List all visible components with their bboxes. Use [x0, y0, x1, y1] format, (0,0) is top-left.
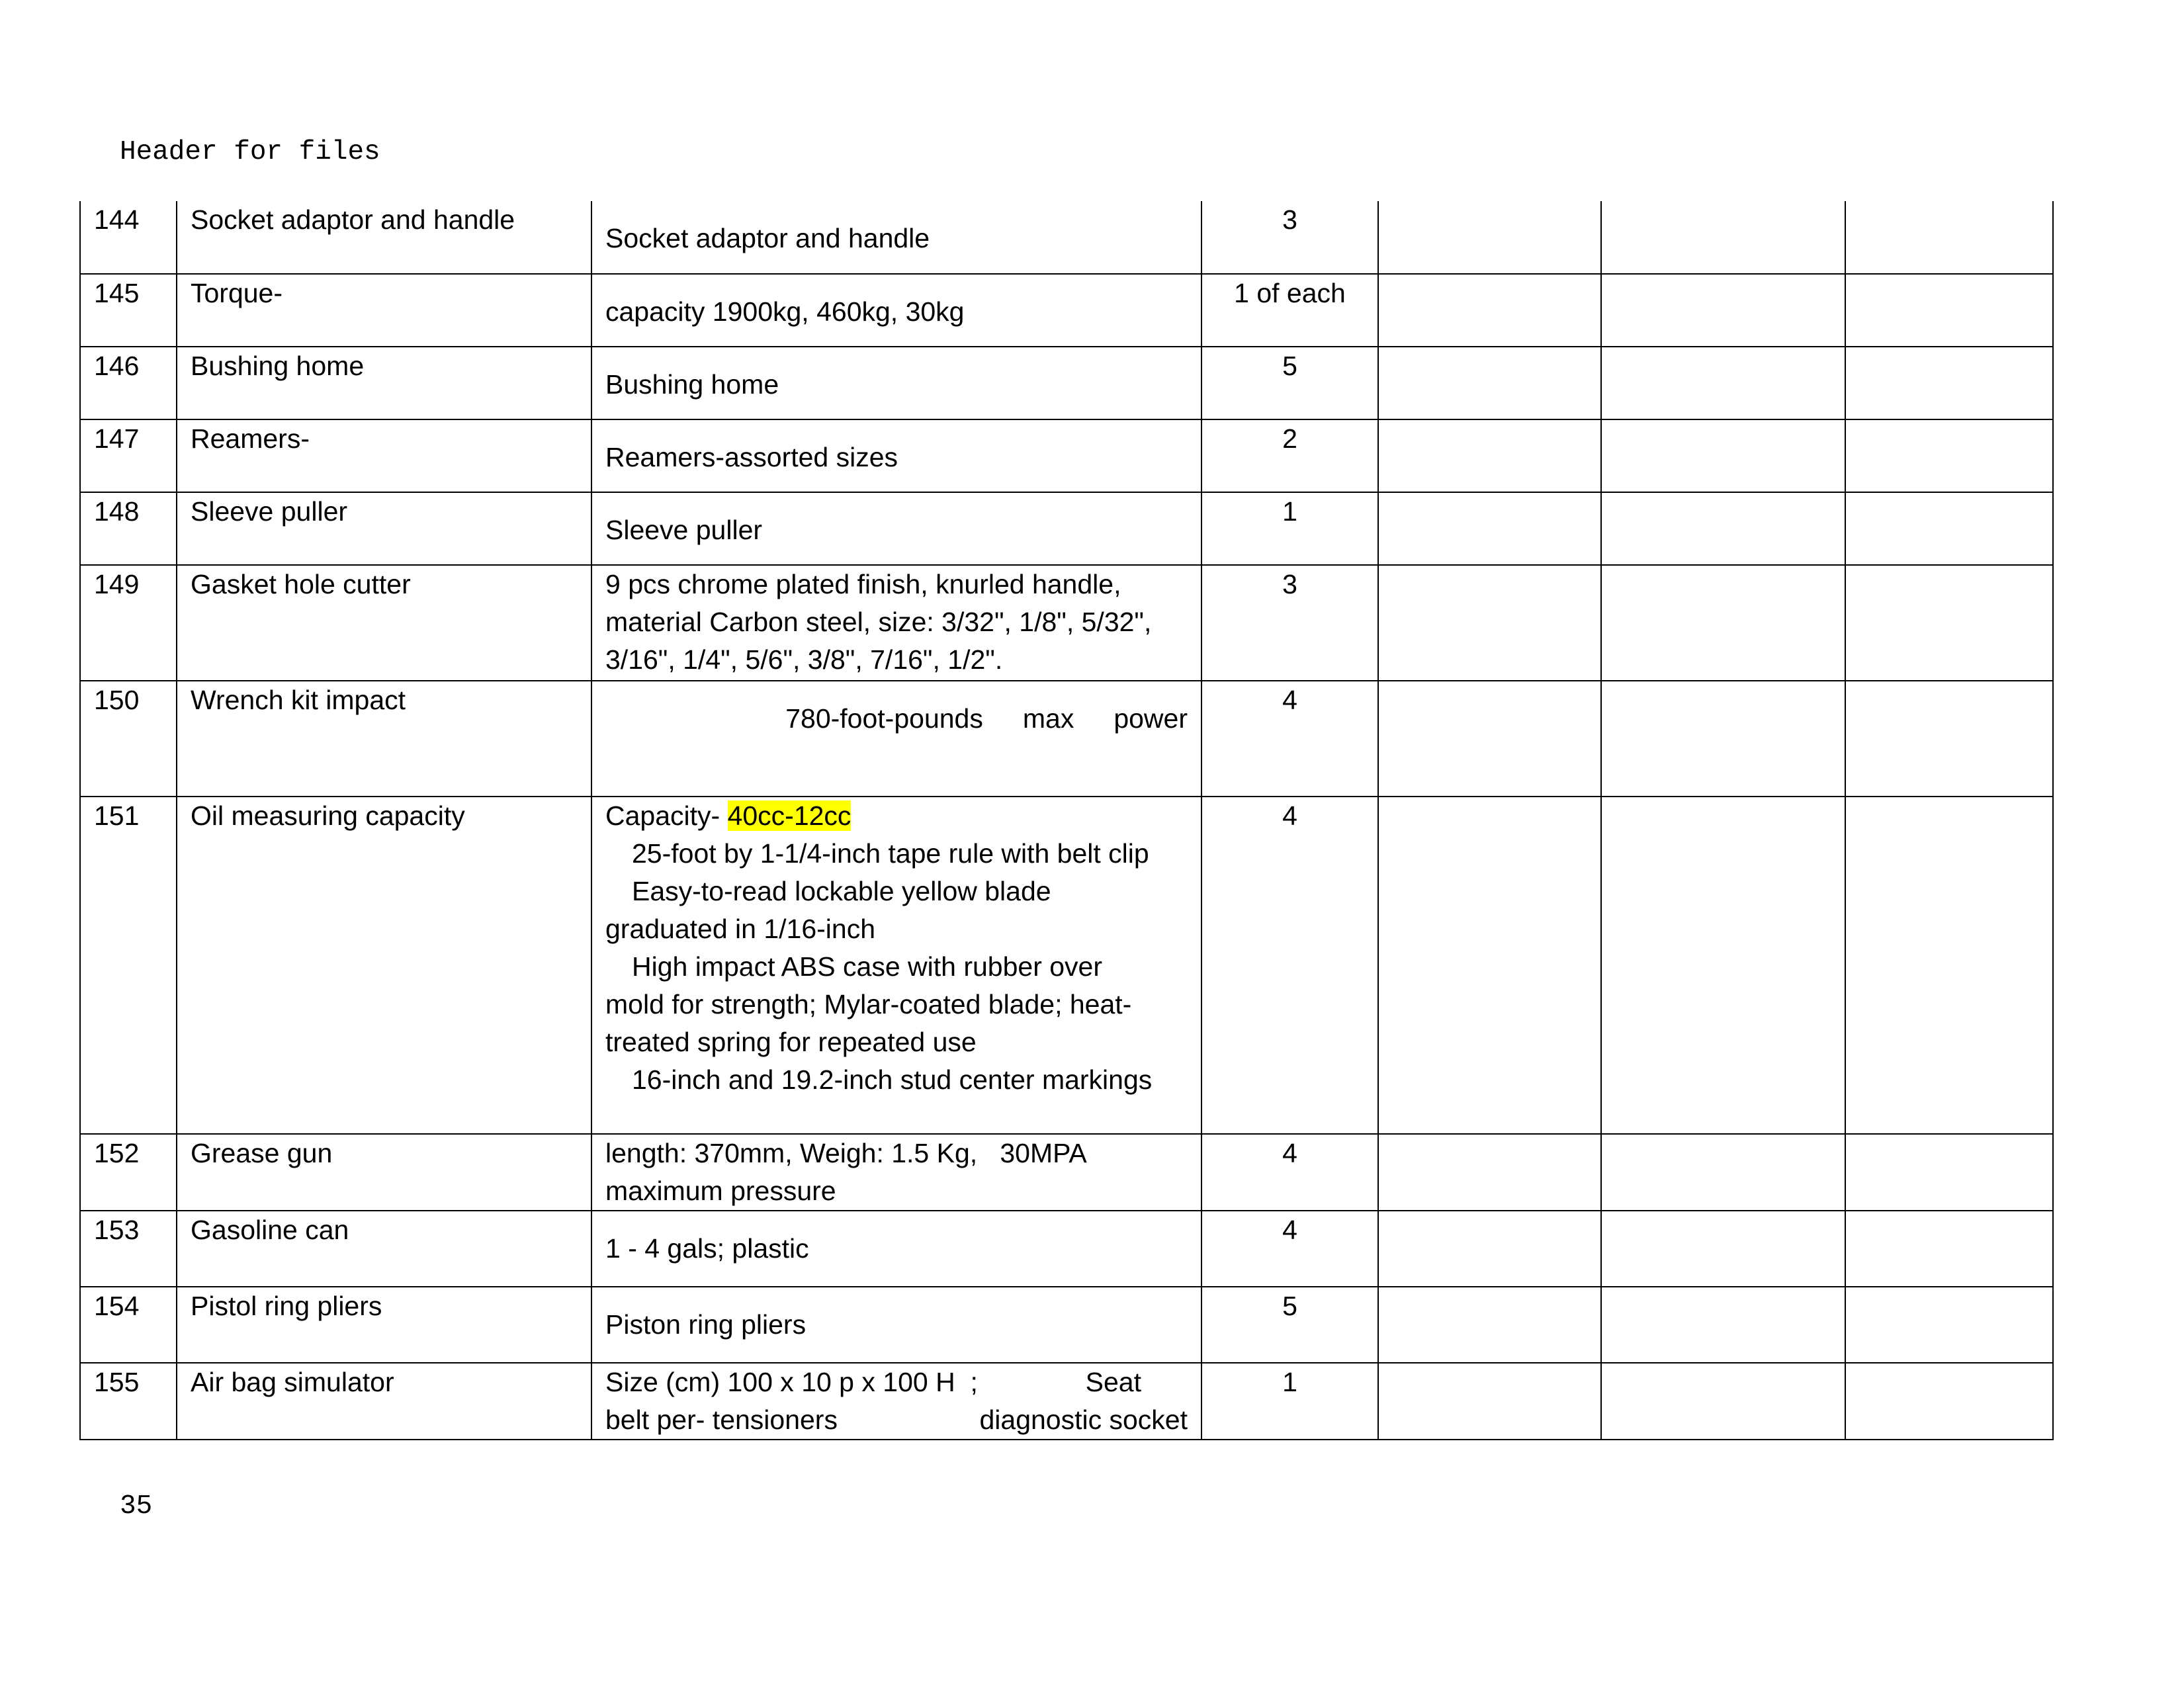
item-spec: Size (cm) 100 x 10 p x 100 H ; Seat belt per- tensioners diagnostic socket: [591, 1363, 1201, 1440]
empty-cell: [1845, 797, 2053, 1134]
item-number: 151: [80, 797, 177, 1134]
item-name: Sleeve puller: [177, 492, 591, 565]
empty-cell: [1601, 201, 1845, 274]
empty-cell: [1601, 1287, 1845, 1363]
empty-cell: [1845, 565, 2053, 681]
empty-cell: [1378, 274, 1601, 347]
item-number: 153: [80, 1211, 177, 1287]
item-number: 149: [80, 565, 177, 681]
empty-cell: [1845, 274, 2053, 347]
item-quantity: 2: [1201, 419, 1378, 492]
item-quantity: 3: [1201, 201, 1378, 274]
item-quantity: 1: [1201, 1363, 1378, 1440]
table-row: [80, 347, 2053, 419]
empty-cell: [1378, 565, 1601, 681]
item-name: Grease gun: [177, 1134, 591, 1211]
empty-cell: [1845, 347, 2053, 419]
empty-cell: [1378, 1287, 1601, 1363]
empty-cell: [1601, 419, 1845, 492]
item-number: 145: [80, 274, 177, 347]
equipment-table: [79, 201, 2054, 1440]
empty-cell: [1378, 1363, 1601, 1440]
item-number: 150: [80, 681, 177, 797]
item-name: Pistol ring pliers: [177, 1287, 591, 1363]
item-number: 147: [80, 419, 177, 492]
item-spec: capacity 1900kg, 460kg, 30kg: [591, 274, 1201, 347]
empty-cell: [1601, 274, 1845, 347]
empty-cell: [1601, 1363, 1845, 1440]
empty-cell: [1845, 419, 2053, 492]
item-quantity: 4: [1201, 1211, 1378, 1287]
table-row: [80, 1287, 2053, 1363]
empty-cell: [1601, 1211, 1845, 1287]
empty-cell: [1601, 1134, 1845, 1211]
item-number: 146: [80, 347, 177, 419]
item-number: 144: [80, 201, 177, 274]
empty-cell: [1378, 681, 1601, 797]
table-row: [80, 201, 2053, 274]
item-name: Bushing home: [177, 347, 591, 419]
item-name: Wrench kit impact: [177, 681, 591, 797]
item-name: Air bag simulator: [177, 1363, 591, 1440]
empty-cell: [1378, 347, 1601, 419]
item-name: Socket adaptor and handle: [177, 201, 591, 274]
item-number: 152: [80, 1134, 177, 1211]
item-name: Reamers-: [177, 419, 591, 492]
empty-cell: [1845, 1363, 2053, 1440]
item-name: Torque-: [177, 274, 591, 347]
item-spec: Bushing home: [591, 347, 1201, 419]
item-quantity: 4: [1201, 1134, 1378, 1211]
empty-cell: [1601, 797, 1845, 1134]
item-quantity: 5: [1201, 347, 1378, 419]
empty-cell: [1845, 201, 2053, 274]
page-number: 35: [120, 1491, 153, 1522]
empty-cell: [1601, 681, 1845, 797]
table-row: [80, 1363, 2053, 1440]
table-row: [80, 1211, 2053, 1287]
empty-cell: [1845, 681, 2053, 797]
item-spec: length: 370mm, Weigh: 1.5 Kg, 30MPA maximum pressure: [591, 1134, 1201, 1211]
empty-cell: [1378, 1211, 1601, 1287]
item-name: Oil measuring capacity: [177, 797, 591, 1134]
empty-cell: [1601, 347, 1845, 419]
item-number: 154: [80, 1287, 177, 1363]
table-row: [80, 274, 2053, 347]
table-row: [80, 797, 2053, 1134]
item-quantity: 1 of each: [1201, 274, 1378, 347]
empty-cell: [1845, 1211, 2053, 1287]
item-name: Gasoline can: [177, 1211, 591, 1287]
item-quantity: 5: [1201, 1287, 1378, 1363]
item-spec: Socket adaptor and handle: [591, 201, 1201, 274]
item-quantity: 4: [1201, 681, 1378, 797]
empty-cell: [1845, 1287, 2053, 1363]
table-row: [80, 1134, 2053, 1211]
item-quantity: 1: [1201, 492, 1378, 565]
item-number: 155: [80, 1363, 177, 1440]
item-number: 148: [80, 492, 177, 565]
empty-cell: [1378, 419, 1601, 492]
item-quantity: 3: [1201, 565, 1378, 681]
empty-cell: [1845, 492, 2053, 565]
table-row: [80, 419, 2053, 492]
table-row: [80, 492, 2053, 565]
item-spec: Piston ring pliers: [591, 1287, 1201, 1363]
item-spec: 780-foot-pounds max power: [591, 681, 1201, 797]
page-header: Header for files: [120, 137, 380, 167]
item-spec: Capacity- 40cc-12cc 25-foot by 1-1/4-inch tape rule with belt clip Easy-to-read lockable yellow blade graduated in 1/16-inch High impact ABS case with rubber over mold for strength; Mylar-coated blade; heat- treated spring for repeated use 16-inch and 19.2-inch stud center markings: [591, 797, 1201, 1134]
item-spec: 9 pcs chrome plated finish, knurled handle, material Carbon steel, size: 3/32", 1/8", 5/32", 3/16", 1/4", 5/6", 3/8", 7/16", 1/2".: [591, 565, 1201, 681]
item-name: Gasket hole cutter: [177, 565, 591, 681]
item-spec: 1 - 4 gals; plastic: [591, 1211, 1201, 1287]
empty-cell: [1601, 492, 1845, 565]
item-spec: Sleeve puller: [591, 492, 1201, 565]
table-row: [80, 681, 2053, 797]
highlighted-text: 40cc-12cc: [727, 800, 852, 831]
item-spec: Reamers-assorted sizes: [591, 419, 1201, 492]
empty-cell: [1845, 1134, 2053, 1211]
empty-cell: [1378, 797, 1601, 1134]
item-quantity: 4: [1201, 797, 1378, 1134]
empty-cell: [1378, 1134, 1601, 1211]
empty-cell: [1378, 201, 1601, 274]
table-row: [80, 565, 2053, 681]
empty-cell: [1378, 492, 1601, 565]
empty-cell: [1601, 565, 1845, 681]
